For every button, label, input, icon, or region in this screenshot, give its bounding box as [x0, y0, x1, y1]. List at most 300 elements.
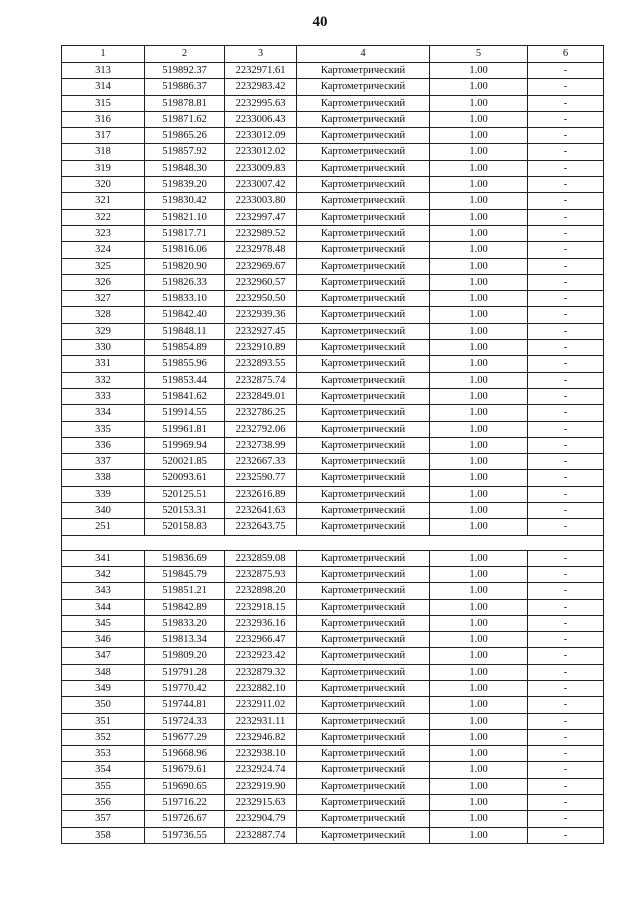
table-cell: 2233012.02	[225, 144, 297, 160]
table-row	[62, 340, 604, 356]
table-cell: 1.00	[430, 470, 528, 486]
table-cell: 519851.21	[145, 583, 225, 599]
table-cell: Картометрический	[297, 550, 430, 566]
table-row	[62, 128, 604, 144]
table-cell: 1.00	[430, 128, 528, 144]
table-cell: Картометрический	[297, 778, 430, 794]
table-cell: 1.00	[430, 599, 528, 615]
table-cell: 323	[62, 225, 145, 241]
table-cell: -	[528, 795, 604, 811]
table-cell: 346	[62, 632, 145, 648]
table-cell: 337	[62, 454, 145, 470]
table-cell: 2232590.77	[225, 470, 297, 486]
table-cell: 2232946.82	[225, 729, 297, 745]
table-cell: 327	[62, 291, 145, 307]
table-cell: -	[528, 209, 604, 225]
table-cell: -	[528, 323, 604, 339]
header-cell: 1	[62, 46, 145, 63]
table-cell: 352	[62, 729, 145, 745]
header-cell: 6	[528, 46, 604, 63]
table-cell: 350	[62, 697, 145, 713]
table-cell: 519842.89	[145, 599, 225, 615]
page-number: 40	[312, 14, 328, 30]
header-cell: 2	[145, 46, 225, 63]
table-cell: 2233003.80	[225, 193, 297, 209]
table-cell: 519820.90	[145, 258, 225, 274]
table-cell: 1.00	[430, 225, 528, 241]
table-cell: 1.00	[430, 729, 528, 745]
table-cell: 1.00	[430, 209, 528, 225]
table-cell: 2232915.63	[225, 795, 297, 811]
table-row	[62, 470, 604, 486]
table-cell: 1.00	[430, 762, 528, 778]
table-cell: 519791.28	[145, 664, 225, 680]
table-cell: 519726.67	[145, 811, 225, 827]
table-cell: 2232849.01	[225, 388, 297, 404]
table-cell: 2232938.10	[225, 746, 297, 762]
table-cell: 1.00	[430, 795, 528, 811]
table-cell: -	[528, 340, 604, 356]
table-cell: -	[528, 144, 604, 160]
table-cell: 2232898.20	[225, 583, 297, 599]
table-cell: 2232879.32	[225, 664, 297, 680]
table-cell: -	[528, 697, 604, 713]
table-cell: 1.00	[430, 680, 528, 696]
table-cell: 2232887.74	[225, 827, 297, 843]
table-row	[62, 421, 604, 437]
table-cell: 519716.22	[145, 795, 225, 811]
table-cell: 1.00	[430, 827, 528, 843]
table-cell: 1.00	[430, 454, 528, 470]
table-cell: 1.00	[430, 503, 528, 519]
table-cell: 353	[62, 746, 145, 762]
table-cell: -	[528, 63, 604, 79]
table-cell: Картометрический	[297, 372, 430, 388]
table-cell: 519679.61	[145, 762, 225, 778]
table-cell: 519736.55	[145, 827, 225, 843]
table-cell: -	[528, 193, 604, 209]
table-row	[62, 95, 604, 111]
table-cell: 1.00	[430, 421, 528, 437]
table-cell: 519816.06	[145, 242, 225, 258]
coordinates-table	[61, 45, 604, 844]
table-cell: Картометрический	[297, 470, 430, 486]
table-cell: Картометрический	[297, 566, 430, 582]
table-cell: 340	[62, 503, 145, 519]
table-cell: 519841.62	[145, 388, 225, 404]
table-cell: Картометрический	[297, 209, 430, 225]
table-cell: 1.00	[430, 111, 528, 127]
table-cell: 519853.44	[145, 372, 225, 388]
table-row	[62, 632, 604, 648]
table-cell: 519724.33	[145, 713, 225, 729]
table-cell: Картометрический	[297, 680, 430, 696]
table-cell: 336	[62, 437, 145, 453]
table-cell: 519830.42	[145, 193, 225, 209]
table-row	[62, 746, 604, 762]
table-cell: 2232939.36	[225, 307, 297, 323]
table-cell: -	[528, 291, 604, 307]
table-cell: 1.00	[430, 323, 528, 339]
table-cell: 330	[62, 340, 145, 356]
table-cell: Картометрический	[297, 307, 430, 323]
separator-row	[62, 535, 604, 550]
table-cell: 2233006.43	[225, 111, 297, 127]
table-cell: 2232989.52	[225, 225, 297, 241]
header-row	[62, 46, 604, 63]
table-cell: -	[528, 307, 604, 323]
table-cell: -	[528, 405, 604, 421]
table-cell: 1.00	[430, 193, 528, 209]
table-cell: 2232875.74	[225, 372, 297, 388]
table-cell: 2232792.06	[225, 421, 297, 437]
table-cell: 519839.20	[145, 177, 225, 193]
table-cell: 1.00	[430, 79, 528, 95]
table-cell: Картометрический	[297, 340, 430, 356]
table-cell: Картометрический	[297, 225, 430, 241]
table-cell: Картометрический	[297, 599, 430, 615]
table-cell: 2232918.15	[225, 599, 297, 615]
table-cell: Картометрический	[297, 729, 430, 745]
table-cell: Картометрический	[297, 242, 430, 258]
table-cell: 519821.10	[145, 209, 225, 225]
table-row	[62, 160, 604, 176]
header-cell: 3	[225, 46, 297, 63]
table-cell: Картометрический	[297, 762, 430, 778]
table-cell: 519871.62	[145, 111, 225, 127]
table-cell: 342	[62, 566, 145, 582]
table-row	[62, 79, 604, 95]
table-cell: -	[528, 160, 604, 176]
table-cell: -	[528, 729, 604, 745]
table-cell: 1.00	[430, 340, 528, 356]
table-cell: 351	[62, 713, 145, 729]
table-cell: Картометрический	[297, 648, 430, 664]
table-row	[62, 274, 604, 290]
table-cell: 332	[62, 372, 145, 388]
table-row	[62, 615, 604, 631]
table-cell: -	[528, 778, 604, 794]
table-cell: 2233009.83	[225, 160, 297, 176]
table-cell: Картометрический	[297, 160, 430, 176]
table-cell: Картометрический	[297, 111, 430, 127]
table-cell: -	[528, 388, 604, 404]
table-cell: 354	[62, 762, 145, 778]
separator-cell	[62, 535, 604, 550]
table-cell: 1.00	[430, 356, 528, 372]
table-cell: 251	[62, 519, 145, 535]
table-row	[62, 503, 604, 519]
table-cell: 2232966.47	[225, 632, 297, 648]
table-cell: 326	[62, 274, 145, 290]
table-cell: 519770.42	[145, 680, 225, 696]
table-cell: 348	[62, 664, 145, 680]
table-body	[62, 63, 604, 844]
table-row	[62, 664, 604, 680]
table-cell: 519969.94	[145, 437, 225, 453]
table-cell: 334	[62, 405, 145, 421]
table-cell: -	[528, 713, 604, 729]
table-cell: 2232923.42	[225, 648, 297, 664]
table-cell: 325	[62, 258, 145, 274]
table-cell: 328	[62, 307, 145, 323]
table-row	[62, 519, 604, 535]
table-cell: -	[528, 111, 604, 127]
table-cell: 1.00	[430, 713, 528, 729]
table-cell: 347	[62, 648, 145, 664]
table-cell: 1.00	[430, 486, 528, 502]
table-cell: Картометрический	[297, 323, 430, 339]
table-cell: 1.00	[430, 291, 528, 307]
table-cell: -	[528, 177, 604, 193]
table-cell: -	[528, 79, 604, 95]
table-cell: 519836.69	[145, 550, 225, 566]
table-row	[62, 583, 604, 599]
table-cell: 358	[62, 827, 145, 843]
table-cell: Картометрический	[297, 177, 430, 193]
table-cell: 2232893.55	[225, 356, 297, 372]
table-cell: 519668.96	[145, 746, 225, 762]
table-cell: 1.00	[430, 583, 528, 599]
table-cell: -	[528, 128, 604, 144]
table-cell: 2232936.16	[225, 615, 297, 631]
table-cell: Картометрический	[297, 421, 430, 437]
table-cell: 2233007.42	[225, 177, 297, 193]
table-cell: 519961.81	[145, 421, 225, 437]
table-cell: 2232910.89	[225, 340, 297, 356]
table-cell: Картометрический	[297, 697, 430, 713]
table-cell: -	[528, 615, 604, 631]
table-cell: 355	[62, 778, 145, 794]
table-cell: -	[528, 437, 604, 453]
table-cell: 329	[62, 323, 145, 339]
table-row	[62, 762, 604, 778]
table-cell: -	[528, 811, 604, 827]
table-cell: 519826.33	[145, 274, 225, 290]
table-cell: 519809.20	[145, 648, 225, 664]
table-cell: -	[528, 550, 604, 566]
table-cell: 2232738.99	[225, 437, 297, 453]
table-cell: 520021.85	[145, 454, 225, 470]
table-cell: 519813.34	[145, 632, 225, 648]
table-cell: -	[528, 746, 604, 762]
table-cell: 519845.79	[145, 566, 225, 582]
table-cell: 344	[62, 599, 145, 615]
table-row	[62, 63, 604, 79]
table-cell: 520125.51	[145, 486, 225, 502]
table-cell: 519690.65	[145, 778, 225, 794]
table-cell: 324	[62, 242, 145, 258]
table-cell: Картометрический	[297, 95, 430, 111]
table-row	[62, 242, 604, 258]
table-row	[62, 566, 604, 582]
table-cell: 356	[62, 795, 145, 811]
table-cell: 317	[62, 128, 145, 144]
table-row	[62, 405, 604, 421]
table-cell: 519848.11	[145, 323, 225, 339]
table-row	[62, 258, 604, 274]
table-cell: 2232859.08	[225, 550, 297, 566]
table-cell: -	[528, 242, 604, 258]
table-cell: 345	[62, 615, 145, 631]
table-cell: -	[528, 762, 604, 778]
table-cell: Картометрический	[297, 827, 430, 843]
table-cell: Картометрический	[297, 193, 430, 209]
table-cell: 1.00	[430, 95, 528, 111]
table-cell: 2232904.79	[225, 811, 297, 827]
table-cell: -	[528, 356, 604, 372]
table-cell: Картометрический	[297, 128, 430, 144]
table-cell: Картометрический	[297, 664, 430, 680]
table-row	[62, 778, 604, 794]
table-cell: 519744.81	[145, 697, 225, 713]
table-cell: Картометрический	[297, 746, 430, 762]
table-cell: 1.00	[430, 160, 528, 176]
table-cell: 321	[62, 193, 145, 209]
table-cell: 2232931.11	[225, 713, 297, 729]
table-cell: Картометрический	[297, 79, 430, 95]
table-cell: 320	[62, 177, 145, 193]
table-cell: 2232969.67	[225, 258, 297, 274]
table-cell: 1.00	[430, 274, 528, 290]
table-cell: 1.00	[430, 177, 528, 193]
table-row	[62, 323, 604, 339]
table-cell: 1.00	[430, 405, 528, 421]
table-cell: Картометрический	[297, 388, 430, 404]
table-cell: -	[528, 470, 604, 486]
table-cell: 335	[62, 421, 145, 437]
table-cell: 519892.37	[145, 63, 225, 79]
table-cell: -	[528, 95, 604, 111]
table-cell: 2232911.02	[225, 697, 297, 713]
table-row	[62, 144, 604, 160]
table-cell: 333	[62, 388, 145, 404]
table-cell: 1.00	[430, 519, 528, 535]
table-cell: 1.00	[430, 648, 528, 664]
table-cell: 519914.55	[145, 405, 225, 421]
table-row	[62, 225, 604, 241]
table-cell: -	[528, 519, 604, 535]
table-row	[62, 372, 604, 388]
table-cell: 357	[62, 811, 145, 827]
table-cell: -	[528, 664, 604, 680]
table-cell: Картометрический	[297, 811, 430, 827]
table-cell: Картометрический	[297, 274, 430, 290]
table-cell: 1.00	[430, 63, 528, 79]
table-cell: -	[528, 454, 604, 470]
table-cell: 2232641.63	[225, 503, 297, 519]
table-cell: 1.00	[430, 664, 528, 680]
table-cell: Картометрический	[297, 519, 430, 535]
table-cell: 2232995.63	[225, 95, 297, 111]
table-cell: 1.00	[430, 437, 528, 453]
table-cell: 520093.61	[145, 470, 225, 486]
table-cell: -	[528, 680, 604, 696]
table-cell: -	[528, 274, 604, 290]
table-row	[62, 454, 604, 470]
table-row	[62, 291, 604, 307]
table-cell: -	[528, 372, 604, 388]
table-cell: 519848.30	[145, 160, 225, 176]
table-row	[62, 486, 604, 502]
table-cell: 318	[62, 144, 145, 160]
table-cell: 319	[62, 160, 145, 176]
table-cell: Картометрический	[297, 632, 430, 648]
table-cell: 1.00	[430, 388, 528, 404]
table-cell: -	[528, 599, 604, 615]
table-cell: 2232960.57	[225, 274, 297, 290]
table-cell: 2232786.25	[225, 405, 297, 421]
table-cell: Картометрический	[297, 405, 430, 421]
table-cell: 519865.26	[145, 128, 225, 144]
table-cell: 2232882.10	[225, 680, 297, 696]
table-cell: Картометрический	[297, 258, 430, 274]
header-cell: 4	[297, 46, 430, 63]
table-cell: 1.00	[430, 615, 528, 631]
table-cell: 341	[62, 550, 145, 566]
table-cell: 2232875.93	[225, 566, 297, 582]
table-cell: 519833.10	[145, 291, 225, 307]
table-row	[62, 713, 604, 729]
table-cell: 338	[62, 470, 145, 486]
table-cell: -	[528, 583, 604, 599]
table-cell: 339	[62, 486, 145, 502]
table-cell: 519857.92	[145, 144, 225, 160]
table-cell: 315	[62, 95, 145, 111]
table-cell: Картометрический	[297, 583, 430, 599]
table-cell: 2232667.33	[225, 454, 297, 470]
table-cell: Картометрический	[297, 144, 430, 160]
table-cell: -	[528, 486, 604, 502]
table-cell: -	[528, 503, 604, 519]
table-cell: 331	[62, 356, 145, 372]
table-cell: 316	[62, 111, 145, 127]
table-row	[62, 209, 604, 225]
table-row	[62, 827, 604, 843]
table-cell: -	[528, 225, 604, 241]
table-cell: 2233012.09	[225, 128, 297, 144]
table-cell: -	[528, 258, 604, 274]
table-cell: 1.00	[430, 242, 528, 258]
table-row	[62, 356, 604, 372]
table-row	[62, 599, 604, 615]
table-cell: 519855.96	[145, 356, 225, 372]
table-cell: 1.00	[430, 307, 528, 323]
table-cell: Картометрический	[297, 713, 430, 729]
table-cell: -	[528, 632, 604, 648]
table-row	[62, 729, 604, 745]
table-row	[62, 550, 604, 566]
table-cell: Картометрический	[297, 291, 430, 307]
table-cell: 2232924.74	[225, 762, 297, 778]
table-row	[62, 648, 604, 664]
table-cell: 1.00	[430, 550, 528, 566]
table-row	[62, 388, 604, 404]
table-cell: 519817.71	[145, 225, 225, 241]
table-cell: 519842.40	[145, 307, 225, 323]
table-row	[62, 111, 604, 127]
table-cell: 2232997.47	[225, 209, 297, 225]
table-cell: 322	[62, 209, 145, 225]
table-cell: Картометрический	[297, 454, 430, 470]
table-cell: 1.00	[430, 632, 528, 648]
table-row	[62, 680, 604, 696]
table-cell: 519878.81	[145, 95, 225, 111]
table-row	[62, 177, 604, 193]
table-cell: 2232971.61	[225, 63, 297, 79]
table-row	[62, 307, 604, 323]
table-cell: 314	[62, 79, 145, 95]
